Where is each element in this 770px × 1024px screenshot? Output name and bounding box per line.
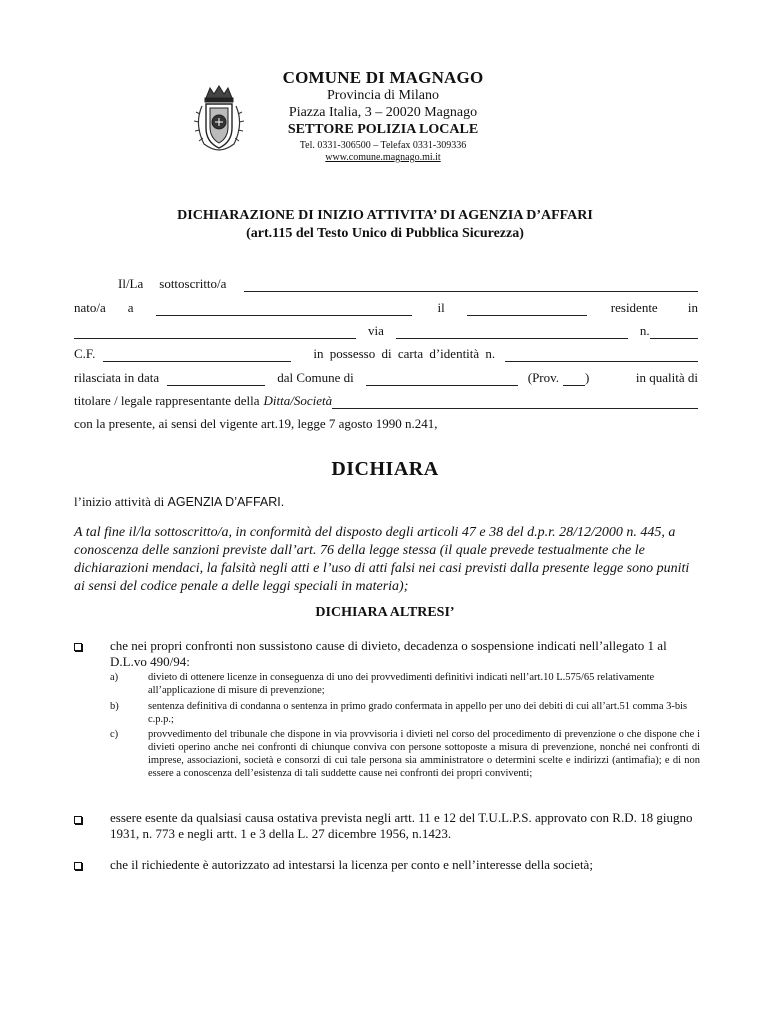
form-row-issued <box>74 370 698 386</box>
agenzia-text: AGENZIA D’AFFARI <box>167 495 281 509</box>
form-row-address <box>74 323 698 339</box>
street-number-field[interactable] <box>650 326 698 339</box>
qualita-label: in qualità di <box>635 370 698 385</box>
declaration-paragraph: A tal fine il/la sottoscritto/a, in conformità del disposto degli articoli 47 e 38 del d.p.r. 28/12/2000 n. 445, a conoscenza delle sanzioni previste dall’art. 76 della legge stessa (il quale prevede testualmente che le dichiarazioni mendaci, la falsità negli atti e l’uso di atti falsi nei casi previsti dalla presente legge sono puniti ai sensi del codice penale a delle leggi speciali in materia); <box>74 525 690 594</box>
form-row-name <box>74 276 698 292</box>
municipal-crest-icon <box>188 84 250 154</box>
residente-label: residente <box>610 300 658 315</box>
sub-letter-a: a) <box>110 672 119 683</box>
inizio-attivita-text <box>74 494 284 510</box>
prov-close-label: ) <box>585 370 590 385</box>
item-3-text: che il richiedente è autorizzato ad intestarsi la licenza per conto e nell’interesse della società; <box>110 857 593 872</box>
cf-label: C.F. <box>74 346 96 361</box>
checkbox-item-2[interactable] <box>74 815 86 827</box>
sub-text-b: sentenza definitiva di condanna o sentenza in primo grado confermata in appello per uno dei debiti di cui all’art.51 comma 3-bis c.p.p.; <box>148 701 688 725</box>
provincia-text: Provincia di Milano <box>327 88 439 103</box>
form-row-birth <box>74 300 698 316</box>
form-row-titolare <box>74 393 698 409</box>
sub-item-c <box>110 728 700 780</box>
document-title: DICHIARAZIONE DI INIZIO ATTIVITA’ DI AGENZIA D’AFFARI <box>177 208 593 223</box>
birthdate-field[interactable] <box>467 303 587 316</box>
issue-comune-field[interactable] <box>366 373 518 386</box>
phone-text: Tel. 0331-306500 – Telefax 0331-309336 <box>299 140 467 151</box>
company-field[interactable] <box>332 396 698 409</box>
n-label: n. <box>639 323 650 338</box>
name-field[interactable] <box>244 279 698 292</box>
form-row-cf <box>74 346 698 362</box>
titolare-label: titolare / legale rappresentante della <box>74 393 260 408</box>
item-2-text: essere esente da qualsiasi causa ostativa prevista negli artt. 11 e 12 del T.U.L.P.S. approvato con R.D. 18 giugno 1931, n. 773 e negli artt. 1 e 3 della L. 27 dicembre 1956, n.1423. <box>110 810 693 841</box>
address-text: Piazza Italia, 3 – 20020 Magnago <box>288 105 478 120</box>
id-card-field[interactable] <box>505 349 698 362</box>
inizio-prefix: l’inizio attività di <box>74 494 165 509</box>
illa-label: Il/La <box>118 276 144 291</box>
ditta-label: Ditta/Società <box>263 393 333 408</box>
settore-text: SETTORE POLIZIA LOCALE <box>287 122 479 137</box>
in-label: in <box>687 300 698 315</box>
residence-field[interactable] <box>74 326 356 339</box>
issue-date-field[interactable] <box>167 373 265 386</box>
dichiara-altresi-heading: DICHIARA ALTRESI’ <box>315 605 455 620</box>
checkbox-item-1[interactable] <box>74 642 86 654</box>
possesso-label: in possesso di carta d’identità n. <box>313 346 496 361</box>
con-presente-text: con la presente, ai sensi del vigente art.19, legge 7 agosto 1990 n.241, <box>74 416 438 431</box>
website-link[interactable]: www.comune.magnago.mi.it <box>325 152 441 163</box>
item-1-text: che nei propri confronti non sussistono cause di divieto, decadenza o sospensione indicati nell’allegato 1 al D.L.vo 490/94: <box>110 638 667 669</box>
prov-label: (Prov. <box>527 370 560 385</box>
cf-field[interactable] <box>103 349 291 362</box>
form-row-presente <box>74 416 698 432</box>
sub-text-a: divieto di ottenere licenze in conseguenza di uno dei provvedimenti definitivi indicati nell’art.10 L.575/65 relativamente all’applicazione di misure di prevenzione; <box>148 672 655 696</box>
il-label: il <box>437 300 445 315</box>
comune-title: COMUNE DI MAGNAGO <box>282 68 484 87</box>
sub-item-b <box>110 700 700 726</box>
sottoscritto-label: sottoscritto/a <box>159 276 227 291</box>
birthplace-field[interactable] <box>156 303 412 316</box>
rilasciata-label: rilasciata in data <box>74 370 160 385</box>
sub-letter-c: c) <box>110 729 119 740</box>
street-field[interactable] <box>396 326 628 339</box>
sub-text-c: provvedimento del tribunale che dispone in via provvisoria i divieti nel corso del procedimento di prevenzione o che dispone che i divieti operino anche nei confronti di chiunque conviva con persone sottoposte a misura di prevenzione, nonché nei confronti di imprese, associazioni, società e consorzi di cui tale persona sia amministratore o determini scelte e indirizzi (antimafia); e di non essere a conoscenza dell’esistenza di tali suddette cause nei confronti dei propri conviventi; <box>148 729 700 779</box>
sub-letter-b: b) <box>110 701 119 712</box>
a-label: a <box>127 300 134 315</box>
prov-field[interactable] <box>563 373 585 386</box>
dal-comune-label: dal Comune di <box>277 370 354 385</box>
nato-label: nato/a <box>74 300 106 315</box>
inizio-suffix: . <box>280 495 285 509</box>
document-subtitle: (art.115 del Testo Unico di Pubblica Sicurezza) <box>246 226 524 241</box>
sub-item-a <box>110 671 700 697</box>
checkbox-item-3[interactable] <box>74 861 86 873</box>
via-label: via <box>368 323 384 338</box>
dichiara-heading: DICHIARA <box>331 458 439 480</box>
